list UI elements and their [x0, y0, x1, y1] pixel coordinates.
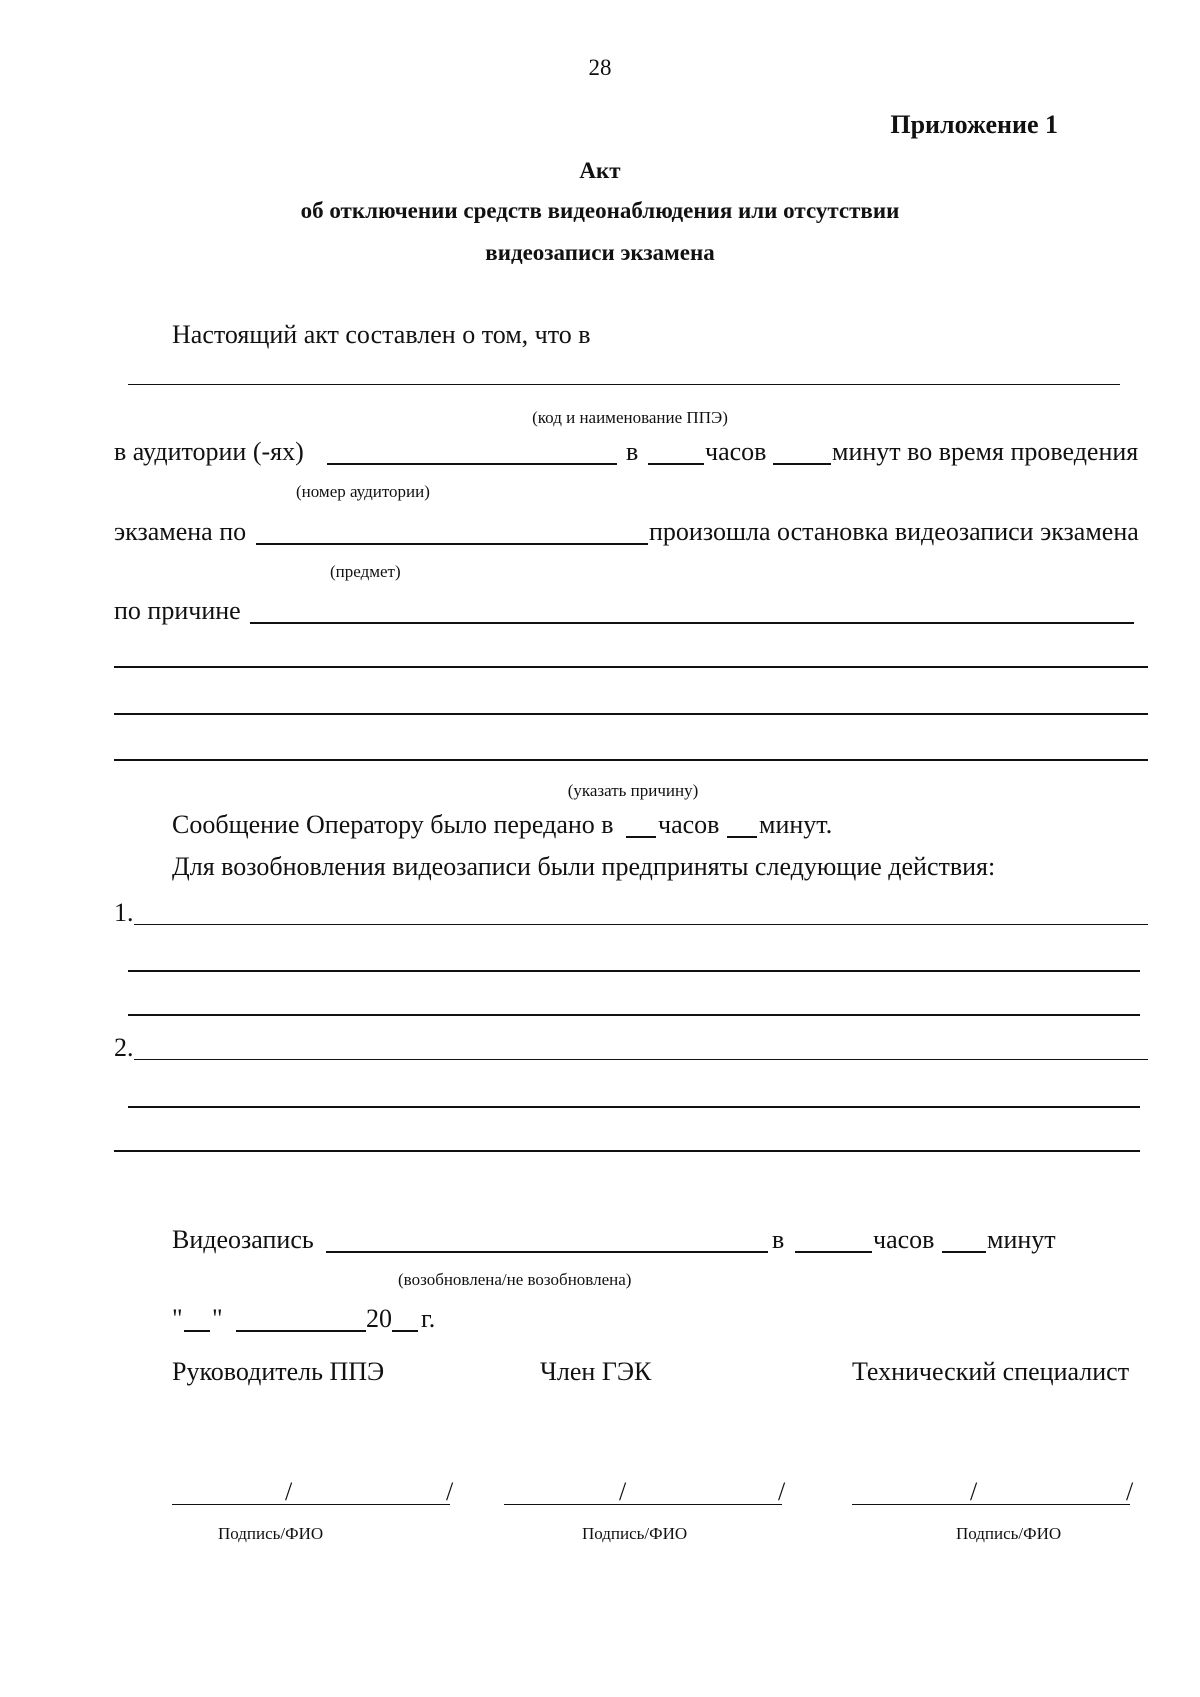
role-gek-member: Член ГЭК — [540, 1357, 652, 1386]
video-hours-field[interactable] — [795, 1251, 872, 1253]
room-minutes-field[interactable] — [773, 463, 831, 465]
hint-video: (возобновлена/не возобновлена) — [398, 1270, 632, 1289]
signature-caption-2: Подпись/ФИО — [582, 1524, 688, 1543]
room-in: в — [626, 437, 639, 466]
exam-prefix: экзамена по — [114, 517, 247, 546]
date-day-field[interactable] — [184, 1330, 210, 1332]
hint-ppe: (код и наименование ППЭ) — [532, 408, 728, 427]
video-in: в — [772, 1225, 785, 1254]
signature-slash-2a: / — [619, 1477, 627, 1506]
date-year-field[interactable] — [392, 1330, 418, 1332]
signature-caption-3: Подпись/ФИО — [956, 1524, 1062, 1543]
room-minutes-label: минут во время проведения — [832, 437, 1139, 466]
hint-subject: (предмет) — [330, 562, 401, 581]
date-suffix: г. — [421, 1304, 436, 1333]
action-1-field-2[interactable] — [128, 970, 1140, 972]
video-status-field[interactable] — [326, 1251, 768, 1253]
date-quote-close: " — [212, 1304, 223, 1333]
video-minutes-label: минут — [987, 1225, 1056, 1254]
operator-minutes-label: минут. — [759, 810, 833, 839]
reason-field-4[interactable] — [114, 759, 1148, 761]
operator-hours-label: часов — [658, 810, 720, 839]
item-2-number: 2. — [114, 1033, 134, 1062]
action-1-field-1[interactable] — [134, 924, 1148, 925]
reason-field-2[interactable] — [114, 666, 1148, 668]
operator-minutes-field[interactable] — [727, 836, 757, 838]
signature-line-3[interactable] — [852, 1504, 1130, 1505]
date-year-prefix: 20 — [366, 1304, 392, 1333]
operator-hours-field[interactable] — [626, 836, 656, 838]
reason-field-3[interactable] — [114, 713, 1148, 715]
exam-suffix: произошла остановка видеозаписи экзамена — [649, 517, 1139, 546]
intro-text: Настоящий акт составлен о том, что в — [172, 320, 591, 349]
reason-field-1[interactable] — [250, 622, 1134, 624]
signature-slash-1b: / — [446, 1477, 454, 1506]
title-line-3: видеозаписи экзамена — [485, 240, 715, 265]
date-month-field[interactable] — [236, 1330, 366, 1332]
signature-slash-1a: / — [285, 1477, 293, 1506]
role-ppe-head: Руководитель ППЭ — [172, 1357, 385, 1386]
room-prefix: в аудитории (-ях) — [114, 437, 304, 466]
action-2-field-1[interactable] — [134, 1059, 1148, 1060]
subject-field[interactable] — [256, 543, 648, 545]
hint-room: (номер аудитории) — [296, 482, 430, 501]
signature-slash-2b: / — [778, 1477, 786, 1506]
action-2-field-2[interactable] — [128, 1106, 1140, 1108]
actions-intro: Для возобновления видеозаписи были предприняты следующие действия: — [172, 852, 996, 881]
action-2-field-3[interactable] — [114, 1150, 1140, 1152]
signature-caption-1: Подпись/ФИО — [218, 1524, 324, 1543]
video-minutes-field[interactable] — [942, 1251, 986, 1253]
room-number-field[interactable] — [327, 463, 617, 465]
hint-reason: (указать причину) — [567, 781, 699, 800]
signature-line-2[interactable] — [504, 1504, 782, 1505]
operator-prefix: Сообщение Оператору было передано в — [172, 810, 614, 839]
video-hours-label: часов — [873, 1225, 935, 1254]
signature-line-1[interactable] — [172, 1504, 450, 1505]
signature-slash-3a: / — [970, 1477, 978, 1506]
date-quote-open: " — [172, 1304, 183, 1333]
title-line-2: об отключении средств видеонаблюдения или отсутствии — [300, 198, 900, 223]
signature-slash-3b: / — [1126, 1477, 1134, 1506]
item-1-number: 1. — [114, 898, 134, 927]
room-hours-label: часов — [705, 437, 767, 466]
action-1-field-3[interactable] — [128, 1014, 1140, 1016]
appendix-label: Приложение 1 — [890, 110, 1058, 139]
video-prefix: Видеозапись — [172, 1225, 314, 1254]
page-number: 28 — [588, 55, 612, 80]
ppe-field-line[interactable] — [128, 384, 1120, 385]
reason-prefix: по причине — [114, 596, 241, 625]
role-tech-specialist: Технический специалист — [852, 1357, 1130, 1386]
title-line-1: Акт — [579, 158, 621, 183]
room-hours-field[interactable] — [648, 463, 704, 465]
